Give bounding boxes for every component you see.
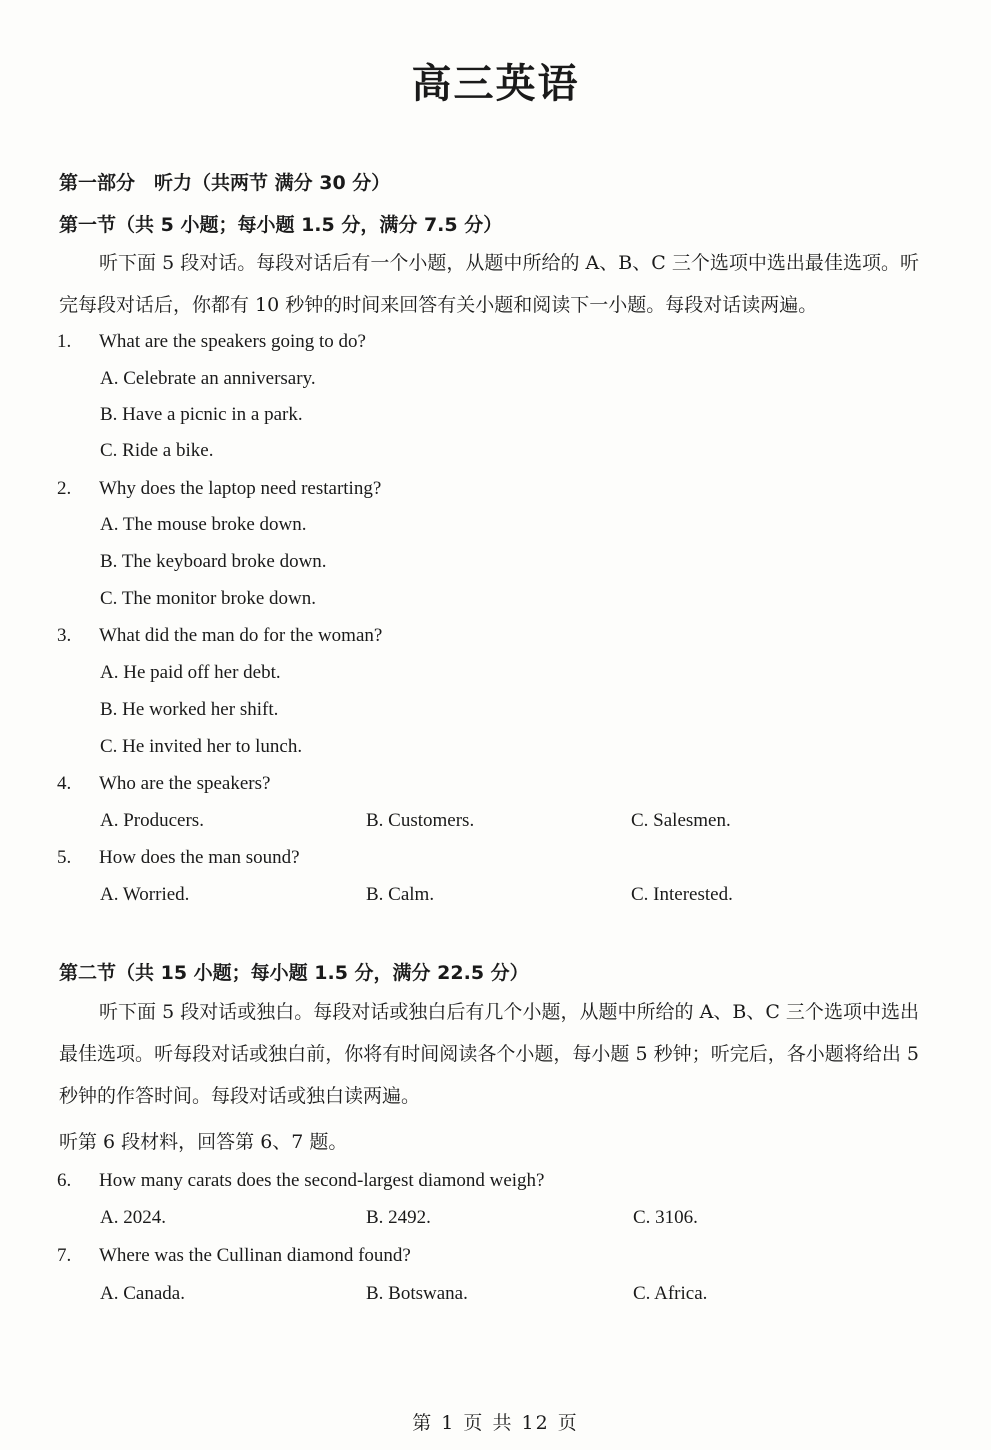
option-1b: B. Have a picnic in a park. (100, 404, 303, 425)
option-3a: A. He paid off her debt. (100, 662, 281, 683)
option-7a: A. Canada. (100, 1283, 185, 1304)
question-number: 7. (57, 1245, 72, 1266)
option-2a: A. The mouse broke down. (100, 514, 307, 535)
question-number: 5. (57, 847, 72, 868)
question-number: 6. (57, 1170, 72, 1191)
question-5 (57, 847, 300, 869)
question-number: 3. (57, 625, 72, 646)
question-6 (57, 1170, 545, 1192)
question-number: 1. (57, 331, 72, 352)
question-3 (57, 625, 382, 647)
option-6b: B. 2492. (366, 1207, 431, 1228)
section2-instructions: 听下面 5 段对话或独白。每段对话或独白后有几个小题，从题中所给的 A、B、C 三个选项中选出最佳选项。听每段对话或独白前，你将有时间阅读各个小题，每小题 5 秒钟；听完后，各小题将给出 5 秒钟的作答时间。每段对话或独白读两遍。 (59, 1001, 919, 1107)
option-6a: A. 2024. (100, 1207, 166, 1228)
option-7b: B. Botswana. (366, 1283, 468, 1304)
question-text: What are the speakers going to do? (99, 331, 366, 352)
section1-instructions: 听下面 5 段对话。每段对话后有一个小题，从题中所给的 A、B、C 三个选项中选出最佳选项。听完每段对话后，你都有 10 秒钟的时间来回答有关小题和阅读下一小题。每段对话读两遍。 (59, 252, 919, 316)
option-2b: B. The keyboard broke down. (100, 551, 327, 572)
option-6c: C. 3106. (633, 1207, 698, 1228)
page-title: 高三英语 (411, 61, 580, 107)
question-text: How many carats does the second-largest diamond weigh? (99, 1170, 545, 1191)
option-4c: C. Salesmen. (631, 810, 731, 831)
part1-heading: 第一部分 听力（共两节 满分 30 分） (59, 172, 391, 194)
option-5c: C. Interested. (631, 884, 733, 905)
question-number: 4. (57, 773, 72, 794)
question-7 (57, 1245, 411, 1267)
option-5b: B. Calm. (366, 884, 435, 905)
page-footer: 第 1 页 共 12 页 (412, 1412, 579, 1434)
section1-heading: 第一节（共 5 小题；每小题 1.5 分，满分 7.5 分） (59, 214, 503, 236)
question-text: Why does the laptop need restarting? (99, 478, 382, 499)
option-3b: B. He worked her shift. (100, 699, 279, 720)
material-note: 听第 6 段材料，回答第 6、7 题。 (59, 1131, 348, 1153)
question-text: What did the man do for the woman? (99, 625, 383, 646)
question-text: Where was the Cullinan diamond found? (99, 1245, 411, 1266)
option-7c: C. Africa. (633, 1283, 708, 1304)
question-text: How does the man sound? (99, 847, 300, 868)
question-text: Who are the speakers? (99, 773, 271, 794)
option-2c: C. The monitor broke down. (100, 588, 317, 609)
option-3c: C. He invited her to lunch. (100, 736, 303, 757)
question-2 (57, 478, 381, 500)
option-1a: A. Celebrate an anniversary. (100, 368, 316, 389)
question-1 (57, 331, 366, 353)
option-4a: A. Producers. (100, 810, 204, 831)
question-4 (57, 773, 270, 795)
option-5a: A. Worried. (100, 884, 190, 905)
option-1c: C. Ride a bike. (100, 440, 214, 461)
section2-heading: 第二节（共 15 小题；每小题 1.5 分，满分 22.5 分） (59, 962, 529, 984)
option-4b: B. Customers. (366, 810, 475, 831)
question-number: 2. (57, 478, 72, 499)
